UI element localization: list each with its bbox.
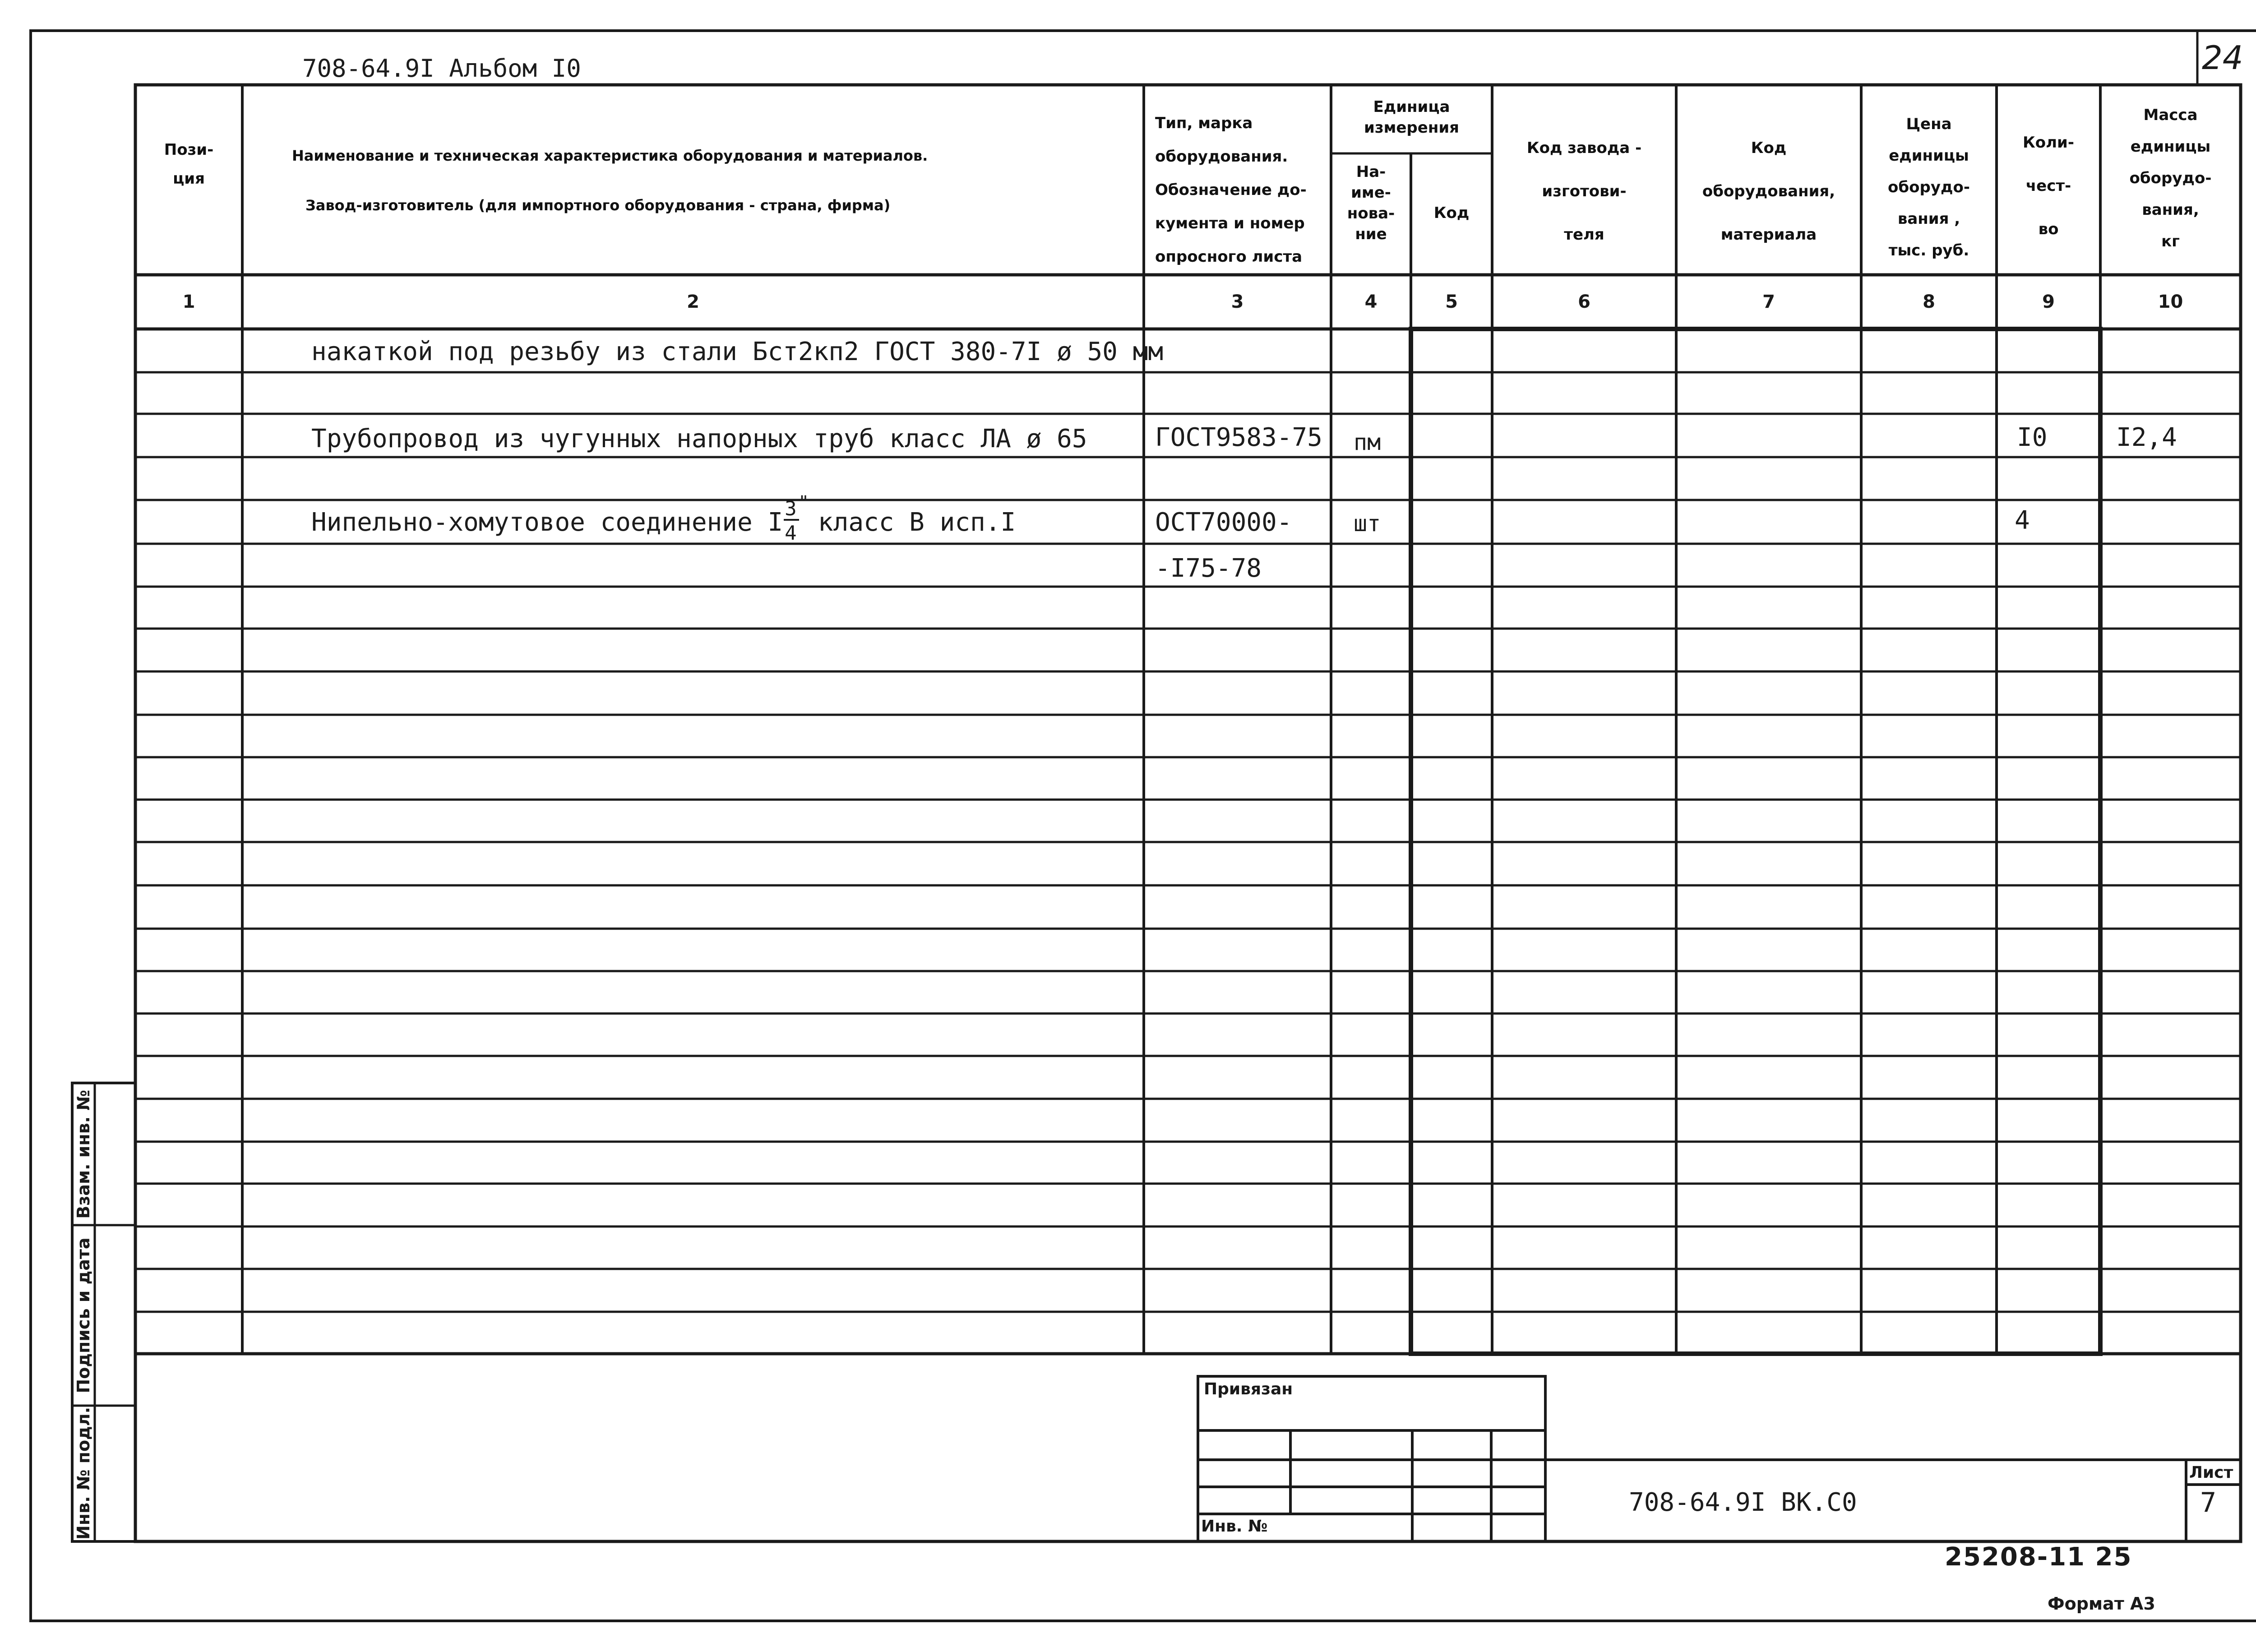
row3-doc-line2: -I75-78 xyxy=(1155,554,1262,583)
stamp-doc-code: 708-64.9I ВК.С0 xyxy=(1629,1488,1857,1517)
header-qty-l1: Коли- xyxy=(2023,134,2074,152)
header-type-l1: Тип, марка xyxy=(1155,114,1253,132)
col-num-10: 10 xyxy=(2158,292,2183,312)
col-num-2: 2 xyxy=(687,292,699,312)
row2-qty: I0 xyxy=(2017,423,2048,452)
header-pos-l2: ция xyxy=(173,170,205,188)
header-qty-l2: чест- xyxy=(2025,177,2071,195)
row2-mass: I2,4 xyxy=(2116,423,2177,452)
col-num-6: 6 xyxy=(1578,292,1590,312)
header-price-l3: оборудо- xyxy=(1888,178,1970,196)
header-unit-l2: измерения xyxy=(1364,119,1459,137)
header-price-l2: единицы xyxy=(1889,147,1969,165)
header-unit-name-l3: нова- xyxy=(1347,204,1395,222)
header-factory-l3: теля xyxy=(1564,226,1604,244)
header-unit-name xyxy=(1331,162,1411,245)
stamp-inv-no: Инв. № xyxy=(1201,1517,1268,1536)
header-equip-l2: оборудования, xyxy=(1702,182,1835,200)
header-unit-group xyxy=(1331,97,1492,138)
header-mass xyxy=(2100,99,2241,257)
header-price-l1: Цена xyxy=(1906,115,1952,133)
side-label-podpis: Подпись и дата xyxy=(74,1237,93,1393)
header-mass-l2: единицы xyxy=(2130,138,2211,156)
header-unit-name-l2: име- xyxy=(1351,184,1391,202)
header-pos xyxy=(135,135,242,193)
header-price xyxy=(1861,108,1997,266)
side-label-inv: Инв. № подл. xyxy=(74,1407,93,1540)
col-num-1: 1 xyxy=(182,292,195,312)
row2-name: Трубопровод из чугунных напорных труб класс ЛА ø 65 xyxy=(311,424,1087,453)
header-factory-l2: изготови- xyxy=(1542,182,1627,200)
header-qty xyxy=(1997,121,2100,251)
header-equip-l3: материала xyxy=(1720,226,1817,244)
header-type-l4: кумента и номер xyxy=(1155,214,1305,232)
row3-frac-num: 3 xyxy=(785,497,797,520)
header-equip-code xyxy=(1676,126,1861,256)
row2-doc: ГОСТ9583-75 xyxy=(1155,423,1322,452)
row3-frac-den: 4 xyxy=(785,522,797,545)
header-mass-l3: оборудо- xyxy=(2129,169,2212,187)
bottom-archive-number: 25208-11 25 xyxy=(1945,1542,2132,1572)
stamp-list-label: Лист xyxy=(2189,1463,2233,1482)
header-factory-l1: Код завода - xyxy=(1526,139,1642,157)
document-code-top: 708-64.9I Альбом I0 xyxy=(302,54,581,83)
header-price-l5: тыс. руб. xyxy=(1888,241,1969,259)
col-num-3: 3 xyxy=(1231,292,1244,312)
row2-unit: пм xyxy=(1354,429,1381,455)
header-name-l1: Наименование и техническая характеристика оборудования и материалов. xyxy=(292,147,928,164)
row3-doc-line1: ОСТ70000- xyxy=(1155,508,1292,537)
header-pos-l1: Пози- xyxy=(164,141,214,159)
header-equip-l1: Код xyxy=(1751,139,1787,157)
format-label: Формат А3 xyxy=(2048,1594,2155,1614)
header-type-l3: Обозначение до- xyxy=(1155,181,1307,199)
header-factory-code xyxy=(1492,126,1676,256)
header-type-l5: опросного листа xyxy=(1155,248,1303,266)
side-label-vzam: Взам. инв. № xyxy=(74,1090,93,1219)
page-corner-number: 24 xyxy=(2202,39,2243,77)
header-qty-l3: во xyxy=(2038,220,2059,238)
header-mass-l1: Масса xyxy=(2143,106,2198,124)
row1-name: накаткой под резьбу из стали Бст2кп2 ГОСТ 380-7I ø 50 мм xyxy=(311,337,1164,366)
row3-name-a: Нипельно-хомутовое соединение I xyxy=(311,508,783,537)
header-unit-name-l4: ние xyxy=(1355,225,1387,243)
col-num-9: 9 xyxy=(2042,292,2055,312)
header-name xyxy=(242,131,1144,230)
header-unit-name-l1: На- xyxy=(1356,163,1386,181)
col-num-4: 4 xyxy=(1364,292,1378,312)
col-num-7: 7 xyxy=(1762,292,1775,312)
row3-qty: 4 xyxy=(2015,506,2030,535)
header-type-l2: оборудования. xyxy=(1155,148,1288,166)
header-price-l4: вания , xyxy=(1897,210,1960,228)
header-mass-l4: вания, xyxy=(2142,201,2199,219)
stamp-list-value: 7 xyxy=(2200,1487,2217,1518)
col-num-8: 8 xyxy=(1923,292,1935,312)
col-num-5: 5 xyxy=(1445,292,1458,312)
row3-inch: " xyxy=(798,492,809,513)
header-type xyxy=(1146,106,1331,273)
row3-name xyxy=(311,492,1016,545)
stamp-privyazan: Привязан xyxy=(1204,1380,1293,1398)
header-unit-l1: Единица xyxy=(1373,98,1450,116)
row3-fraction xyxy=(783,492,809,545)
header-unit-code: Код xyxy=(1433,204,1470,222)
row3-unit: шт xyxy=(1354,510,1381,537)
header-mass-l5: кг xyxy=(2161,232,2180,250)
header-name-l2: Завод-изготовитель (для импортного оборудования - страна, фирма) xyxy=(305,197,891,214)
row3-name-b: класс В исп.I xyxy=(803,508,1016,537)
